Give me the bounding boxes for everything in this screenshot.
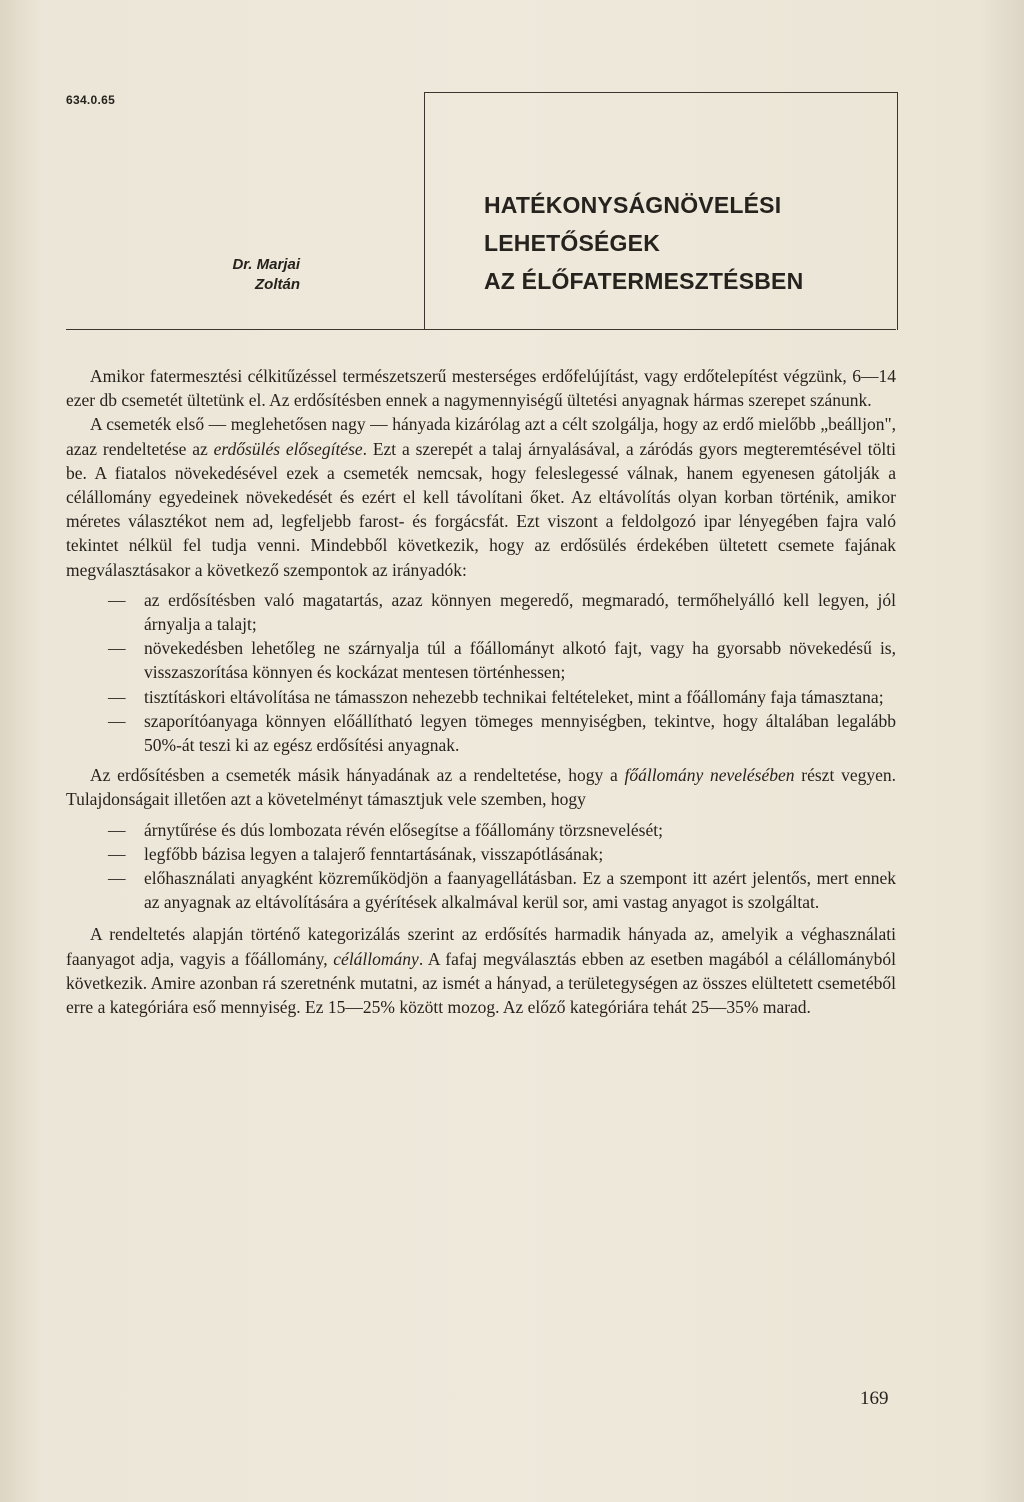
paragraph-4-emphasis: célállomány [333, 948, 419, 969]
criteria-list-1 [66, 588, 896, 757]
paragraph-3-text-a: Az erdősítésben a csemeték másik hányadának az a rendeltetése, hogy a [90, 765, 625, 786]
article-title [484, 186, 803, 300]
page-number: 169 [860, 1388, 889, 1409]
author [200, 255, 300, 295]
paragraph-2-text-a: A csemeték első — meglehetősen nagy — hányada kizárólag azt a célt szolgálja, hogy az erdő mielőbb „beálljon", azaz rendeltetése az [66, 414, 896, 459]
list-item [66, 866, 896, 914]
author-line-2: Zoltán [255, 276, 300, 293]
list-item-text: növekedésben lehetőleg ne szárnyalja túl a főállományt alkotó fajt, vagy ha gyorsabb növekedésű is, visszaszorítása könnyen és kockázat mentesen történhessen; [144, 638, 896, 683]
paragraph-2-emphasis: erdősülés elősegítése [213, 438, 363, 459]
paragraph-3-text-b: részt vegyen. Tulajdonságait illetően azt a követelményt támasztjuk vele szemben, hogy [66, 765, 896, 810]
list-item-text: előhasználati anyagként közreműködjön a faanyagellátásban. Ez a szempont itt azért jelentős, mert ennek az anyagnak az eltávolítására a gyérítések alkalmával kerül sor, ami vastag anyagot is szolgáltat. [144, 868, 896, 913]
dash-marker: — [108, 589, 126, 610]
dash-marker: — [108, 686, 126, 707]
paragraph-3-emphasis: főállomány nevelésében [624, 765, 795, 786]
title-line-1: HATÉKONYSÁGNÖVELÉSI [484, 192, 782, 218]
list-item [66, 636, 896, 684]
list-item [66, 842, 896, 866]
list-item [66, 818, 896, 842]
list-item [66, 588, 896, 636]
title-line-2: LEHETŐSÉGEK [484, 230, 661, 256]
classification-code: 634.0.65 [66, 93, 116, 107]
title-line-3: AZ ÉLŐFATERMESZTÉSBEN [484, 268, 804, 294]
list-item-text: az erdősítésben való magatartás, azaz könnyen megeredő, megmaradó, termőhelyálló kell legyen, jól árnyalja a talajt; [144, 589, 896, 635]
paragraph-1: Amikor fatermesztési célkitűzéssel természetszerű mesterséges erdőfelújítást, vagy erdőtelepítést végzünk, 6—14 ezer db csemetét ültetünk el. Az erdősítésben ennek a nagymennyiségű ültetési anyagnak hármas szerepet szánunk. [66, 366, 896, 411]
dash-marker: — [108, 638, 126, 659]
list-item [66, 685, 896, 709]
dash-marker: — [108, 868, 126, 889]
criteria-list-2 [66, 818, 896, 915]
list-item-text: tisztításkori eltávolítása ne támasszon nehezebb technikai feltételeket, mint a főállomány faja támasztana; [144, 686, 884, 707]
list-item-text: szaporítóanyaga könnyen előállítható legyen tömeges mennyiségben, tekintve, hogy általában legalább 50%-át teszi ki az egész erdősítési anyagnak. [144, 710, 896, 756]
list-item [66, 709, 896, 757]
article-body [66, 364, 896, 1019]
paragraph-2 [66, 412, 896, 581]
dash-marker: — [108, 843, 126, 864]
author-line-1: Dr. Marjai [232, 256, 300, 273]
dash-marker: — [108, 819, 126, 840]
paragraph-4-text-a: A rendeltetés alapján történő kategorizálás szerint az erdősítés harmadik hányada az, amelyik a véghasználati faanyagot adja, vagyis a főállomány, [66, 924, 896, 969]
list-item-text: legfőbb bázisa legyen a talajerő fenntartásának, visszapótlásának; [144, 843, 604, 864]
paragraph-4-text-b: . A fafaj megválasztás ebben az esetben magából a célállományból következik. Amire azonban rá szeretnénk mutatni, az ismét a hányad, a területegységen az összes elültetett csemetéből erre a kategóriára eső mennyiség. Ez 15—25% között mozog. Az előző kategóriára tehát 25—35% marad. [66, 948, 896, 1018]
paragraph-4 [66, 922, 896, 1019]
paragraph-3 [66, 763, 896, 811]
list-item-text: árnytűrése és dús lombozata révén elősegítse a főállomány törzsnevelését; [144, 819, 663, 840]
header-rule [66, 329, 896, 330]
dash-marker: — [108, 710, 126, 731]
paragraph-2-text-b: . Ezt a szerepét a talaj árnyalásával, a záródás gyors megteremtésével tölti be. A fiatalos növekedésével ezek a csemeték nemcsak, hogy feleslegessé válnak, hanem egyenesen gátolják a célállomány egyedeinek növekedését és ezért el kell távolítani őket. Az eltávolítás olyan korban történik, amikor méretes választékot nem ad, legfeljebb farost- és forgácsfát. Ezt viszont a feldolgozó ipar lényegében fajra való tekintet nélkül fel tudja venni. Mindebből következik, hogy az erdősülés érdekében ültetett csemete fajának megválasztásakor a következő szempontok az irányadók: [66, 438, 896, 580]
